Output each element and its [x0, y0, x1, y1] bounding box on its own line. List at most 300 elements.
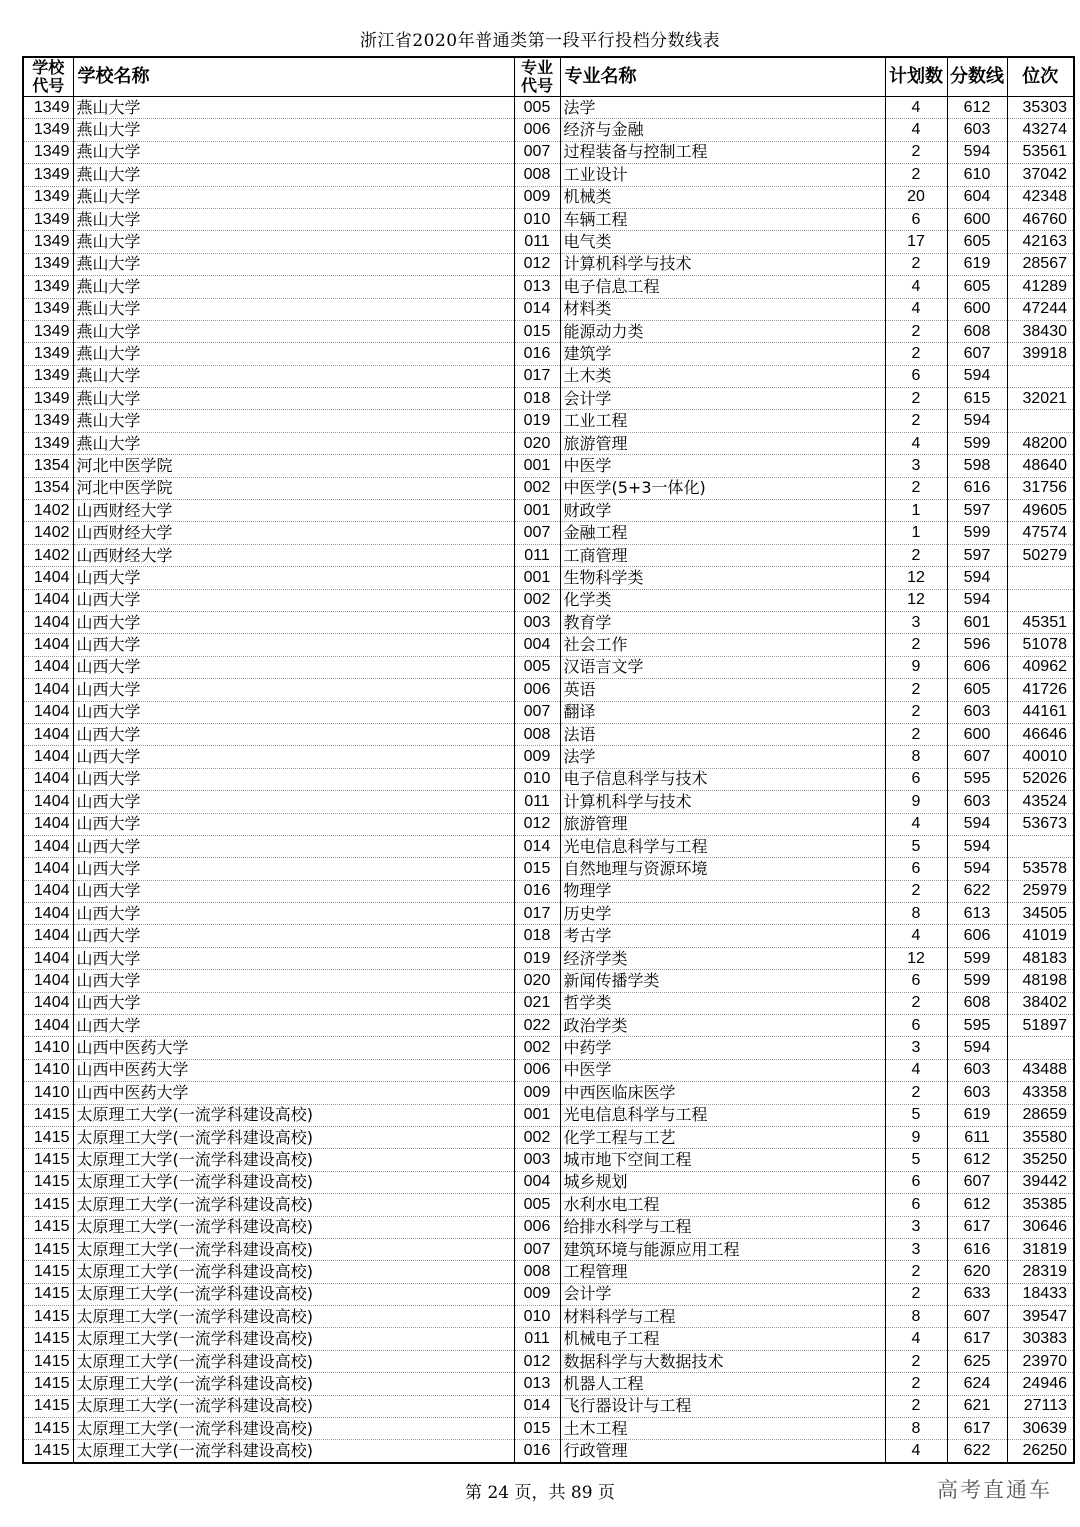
rank-cell: 38402: [1007, 992, 1074, 1014]
table-row: [23, 1059, 1074, 1081]
plan-cell: 8: [885, 1306, 947, 1328]
table-row: [23, 231, 1074, 253]
major-code-cell: 013: [514, 276, 560, 298]
major-code-cell: 016: [514, 880, 560, 902]
school-code-cell: 1349: [23, 141, 73, 163]
major-name-cell: 光电信息科学与工程: [560, 1104, 885, 1126]
major-name-cell: 电子信息工程: [560, 276, 885, 298]
plan-cell: 9: [885, 1126, 947, 1148]
rank-cell: 32021: [1007, 388, 1074, 410]
major-name-cell: 工程管理: [560, 1261, 885, 1283]
rank-cell: 43488: [1007, 1059, 1074, 1081]
score-cell: 603: [947, 119, 1007, 141]
table-row: [23, 1171, 1074, 1193]
rank-cell: 53561: [1007, 141, 1074, 163]
table-row: [23, 768, 1074, 790]
rank-cell: 31819: [1007, 1238, 1074, 1260]
score-cell: 610: [947, 164, 1007, 186]
rank-cell: 43274: [1007, 119, 1074, 141]
major-name-cell: 教育学: [560, 611, 885, 633]
major-name-cell: 城市地下空间工程: [560, 1149, 885, 1171]
school-code-cell: 1349: [23, 186, 73, 208]
score-cell: 594: [947, 567, 1007, 589]
plan-cell: 5: [885, 1104, 947, 1126]
plan-cell: 2: [885, 343, 947, 365]
major-name-cell: 电子信息科学与技术: [560, 768, 885, 790]
major-name-cell: 财政学: [560, 500, 885, 522]
score-cell: 606: [947, 656, 1007, 678]
plan-cell: 4: [885, 119, 947, 141]
school-code-cell: 1349: [23, 298, 73, 320]
table-row: [23, 477, 1074, 499]
plan-cell: 2: [885, 701, 947, 723]
plan-cell: 2: [885, 253, 947, 275]
rank-cell: [1007, 1037, 1074, 1059]
score-cell: 608: [947, 320, 1007, 342]
plan-cell: 9: [885, 791, 947, 813]
major-name-cell: 机械电子工程: [560, 1328, 885, 1350]
rank-cell: 48198: [1007, 970, 1074, 992]
score-cell: 605: [947, 231, 1007, 253]
school-name-cell: 山西财经大学: [73, 544, 514, 566]
school-name-cell: 山西大学: [73, 992, 514, 1014]
school-name-cell: 山西大学: [73, 634, 514, 656]
school-code-cell: 1415: [23, 1149, 73, 1171]
score-cell: 603: [947, 791, 1007, 813]
table-row: [23, 1216, 1074, 1238]
school-name-cell: 太原理工大学(一流学科建设高校): [73, 1104, 514, 1126]
major-code-cell: 008: [514, 723, 560, 745]
table-row: [23, 589, 1074, 611]
school-name-cell: 燕山大学: [73, 343, 514, 365]
plan-cell: 4: [885, 432, 947, 454]
school-code-cell: 1404: [23, 992, 73, 1014]
table-row: [23, 880, 1074, 902]
rank-cell: 50279: [1007, 544, 1074, 566]
score-cell: 611: [947, 1126, 1007, 1148]
table-row: [23, 1194, 1074, 1216]
plan-cell: 2: [885, 992, 947, 1014]
major-name-cell: 金融工程: [560, 522, 885, 544]
school-code-cell: 1415: [23, 1306, 73, 1328]
rank-cell: 41289: [1007, 276, 1074, 298]
score-cell: 597: [947, 500, 1007, 522]
major-name-cell: 过程装备与控制工程: [560, 141, 885, 163]
score-cell: 625: [947, 1350, 1007, 1372]
major-code-cell: 019: [514, 410, 560, 432]
rank-cell: 24946: [1007, 1373, 1074, 1395]
school-name-cell: 太原理工大学(一流学科建设高校): [73, 1328, 514, 1350]
score-cell: 607: [947, 1306, 1007, 1328]
major-code-cell: 017: [514, 903, 560, 925]
major-name-cell: 新闻传播学类: [560, 970, 885, 992]
table-row: [23, 1037, 1074, 1059]
score-cell: 612: [947, 97, 1007, 119]
table-row: [23, 947, 1074, 969]
major-name-cell: 给排水科学与工程: [560, 1216, 885, 1238]
school-name-cell: 山西大学: [73, 567, 514, 589]
school-code-cell: 1404: [23, 746, 73, 768]
major-code-cell: 018: [514, 925, 560, 947]
school-code-cell: 1415: [23, 1418, 73, 1440]
major-name-cell: 工业工程: [560, 410, 885, 432]
rank-cell: 41726: [1007, 679, 1074, 701]
rank-cell: 28319: [1007, 1261, 1074, 1283]
school-code-cell: 1349: [23, 164, 73, 186]
school-name-cell: 太原理工大学(一流学科建设高校): [73, 1238, 514, 1260]
score-cell: 612: [947, 1149, 1007, 1171]
major-code-cell: 006: [514, 1059, 560, 1081]
major-code-cell: 002: [514, 1037, 560, 1059]
major-name-cell: 建筑学: [560, 343, 885, 365]
school-name-cell: 太原理工大学(一流学科建设高校): [73, 1350, 514, 1372]
major-name-cell: 电气类: [560, 231, 885, 253]
score-cell: 617: [947, 1216, 1007, 1238]
rank-cell: 35385: [1007, 1194, 1074, 1216]
plan-cell: 3: [885, 455, 947, 477]
rank-cell: 45351: [1007, 611, 1074, 633]
header-score: 分数线: [947, 57, 1007, 97]
school-name-cell: 燕山大学: [73, 253, 514, 275]
major-code-cell: 010: [514, 768, 560, 790]
school-code-cell: 1404: [23, 701, 73, 723]
school-code-cell: 1402: [23, 500, 73, 522]
table-header-row: [23, 57, 1074, 97]
school-code-cell: 1415: [23, 1194, 73, 1216]
plan-cell: 6: [885, 1015, 947, 1037]
rank-cell: 48640: [1007, 455, 1074, 477]
major-name-cell: 汉语言文学: [560, 656, 885, 678]
school-code-cell: 1349: [23, 253, 73, 275]
plan-cell: 8: [885, 903, 947, 925]
rank-cell: 42348: [1007, 186, 1074, 208]
table-row: [23, 701, 1074, 723]
plan-cell: 8: [885, 1418, 947, 1440]
rank-cell: 47244: [1007, 298, 1074, 320]
school-code-cell: 1415: [23, 1328, 73, 1350]
major-name-cell: 法学: [560, 97, 885, 119]
score-cell: 599: [947, 947, 1007, 969]
major-name-cell: 物理学: [560, 880, 885, 902]
score-cell: 597: [947, 544, 1007, 566]
major-code-cell: 003: [514, 611, 560, 633]
page-number: 第 24 页，共 89 页: [465, 1483, 615, 1503]
school-code-cell: 1404: [23, 947, 73, 969]
major-code-cell: 007: [514, 701, 560, 723]
major-name-cell: 工商管理: [560, 544, 885, 566]
school-code-cell: 1404: [23, 567, 73, 589]
table-row: [23, 1350, 1074, 1372]
score-cell: 594: [947, 1037, 1007, 1059]
rank-cell: 25979: [1007, 880, 1074, 902]
plan-cell: 2: [885, 410, 947, 432]
school-code-cell: 1415: [23, 1261, 73, 1283]
major-name-cell: 土木类: [560, 365, 885, 387]
school-name-cell: 燕山大学: [73, 186, 514, 208]
school-code-cell: 1404: [23, 858, 73, 880]
table-row: [23, 388, 1074, 410]
school-name-cell: 山西大学: [73, 768, 514, 790]
school-code-cell: 1404: [23, 903, 73, 925]
plan-cell: 4: [885, 97, 947, 119]
rank-cell: 27113: [1007, 1395, 1074, 1417]
school-code-cell: 1404: [23, 656, 73, 678]
rank-cell: 52026: [1007, 768, 1074, 790]
rank-cell: [1007, 589, 1074, 611]
rank-cell: 41019: [1007, 925, 1074, 947]
score-cell: 606: [947, 925, 1007, 947]
rank-cell: [1007, 365, 1074, 387]
rank-cell: 39547: [1007, 1306, 1074, 1328]
school-name-cell: 燕山大学: [73, 119, 514, 141]
plan-cell: 1: [885, 500, 947, 522]
school-name-cell: 太原理工大学(一流学科建设高校): [73, 1194, 514, 1216]
plan-cell: 2: [885, 164, 947, 186]
school-name-cell: 燕山大学: [73, 432, 514, 454]
school-name-cell: 河北中医学院: [73, 455, 514, 477]
table-row: [23, 679, 1074, 701]
major-code-cell: 005: [514, 97, 560, 119]
plan-cell: 2: [885, 1373, 947, 1395]
rank-cell: 18433: [1007, 1283, 1074, 1305]
major-name-cell: 能源动力类: [560, 320, 885, 342]
school-name-cell: 燕山大学: [73, 208, 514, 230]
school-code-cell: 1404: [23, 925, 73, 947]
school-code-cell: 1349: [23, 208, 73, 230]
rank-cell: 53578: [1007, 858, 1074, 880]
major-code-cell: 005: [514, 656, 560, 678]
plan-cell: 4: [885, 1059, 947, 1081]
rank-cell: 26250: [1007, 1440, 1074, 1463]
major-code-cell: 013: [514, 1373, 560, 1395]
plan-cell: 12: [885, 947, 947, 969]
rank-cell: 35580: [1007, 1126, 1074, 1148]
school-name-cell: 太原理工大学(一流学科建设高校): [73, 1373, 514, 1395]
plan-cell: 2: [885, 1261, 947, 1283]
plan-cell: 3: [885, 1216, 947, 1238]
rank-cell: 37042: [1007, 164, 1074, 186]
school-code-cell: 1415: [23, 1283, 73, 1305]
school-code-cell: 1404: [23, 723, 73, 745]
table-row: [23, 365, 1074, 387]
score-cell: 594: [947, 813, 1007, 835]
rank-cell: 30383: [1007, 1328, 1074, 1350]
table-row: [23, 276, 1074, 298]
school-code-cell: 1415: [23, 1373, 73, 1395]
score-cell: 594: [947, 589, 1007, 611]
major-name-cell: 旅游管理: [560, 432, 885, 454]
score-cell: 607: [947, 1171, 1007, 1193]
plan-cell: 4: [885, 298, 947, 320]
score-cell: 616: [947, 477, 1007, 499]
rank-cell: 30646: [1007, 1216, 1074, 1238]
major-name-cell: 会计学: [560, 388, 885, 410]
school-name-cell: 太原理工大学(一流学科建设高校): [73, 1126, 514, 1148]
major-code-cell: 003: [514, 1149, 560, 1171]
plan-cell: 9: [885, 656, 947, 678]
rank-cell: 48183: [1007, 947, 1074, 969]
score-cell: 620: [947, 1261, 1007, 1283]
major-code-cell: 012: [514, 1350, 560, 1372]
school-code-cell: 1349: [23, 343, 73, 365]
major-code-cell: 007: [514, 522, 560, 544]
major-code-cell: 015: [514, 858, 560, 880]
major-name-cell: 车辆工程: [560, 208, 885, 230]
major-name-cell: 生物科学类: [560, 567, 885, 589]
school-code-cell: 1349: [23, 365, 73, 387]
table-body: [23, 97, 1074, 1463]
plan-cell: 6: [885, 858, 947, 880]
major-name-cell: 旅游管理: [560, 813, 885, 835]
major-code-cell: 012: [514, 813, 560, 835]
major-code-cell: 021: [514, 992, 560, 1014]
plan-cell: 4: [885, 1328, 947, 1350]
table-row: [23, 544, 1074, 566]
table-row: [23, 1328, 1074, 1350]
school-code-cell: 1402: [23, 522, 73, 544]
school-name-cell: 燕山大学: [73, 276, 514, 298]
table-row: [23, 970, 1074, 992]
header-major-code: 专业 代号: [514, 57, 560, 97]
table-row: [23, 992, 1074, 1014]
school-code-cell: 1415: [23, 1238, 73, 1260]
major-code-cell: 011: [514, 1328, 560, 1350]
major-name-cell: 经济学类: [560, 947, 885, 969]
rank-cell: 51078: [1007, 634, 1074, 656]
watermark-text: 高考直通车: [937, 1478, 1052, 1502]
rank-cell: [1007, 567, 1074, 589]
major-name-cell: 化学工程与工艺: [560, 1126, 885, 1148]
school-code-cell: 1354: [23, 455, 73, 477]
major-code-cell: 016: [514, 343, 560, 365]
table-row: [23, 522, 1074, 544]
rank-cell: 38430: [1007, 320, 1074, 342]
school-name-cell: 山西大学: [73, 791, 514, 813]
rank-cell: 42163: [1007, 231, 1074, 253]
major-code-cell: 006: [514, 1216, 560, 1238]
school-name-cell: 燕山大学: [73, 320, 514, 342]
plan-cell: 3: [885, 1037, 947, 1059]
table-row: [23, 746, 1074, 768]
table-row: [23, 656, 1074, 678]
school-code-cell: 1410: [23, 1082, 73, 1104]
school-name-cell: 山西大学: [73, 813, 514, 835]
school-code-cell: 1415: [23, 1126, 73, 1148]
school-code-cell: 1349: [23, 410, 73, 432]
major-name-cell: 数据科学与大数据技术: [560, 1350, 885, 1372]
rank-cell: [1007, 410, 1074, 432]
table-row: [23, 1082, 1074, 1104]
major-name-cell: 中医学: [560, 1059, 885, 1081]
major-code-cell: 018: [514, 388, 560, 410]
school-name-cell: 山西财经大学: [73, 522, 514, 544]
major-code-cell: 015: [514, 1418, 560, 1440]
plan-cell: 3: [885, 611, 947, 633]
school-name-cell: 山西大学: [73, 835, 514, 857]
plan-cell: 17: [885, 231, 947, 253]
score-cell: 600: [947, 723, 1007, 745]
major-name-cell: 经济与金融: [560, 119, 885, 141]
school-code-cell: 1402: [23, 544, 73, 566]
plan-cell: 6: [885, 970, 947, 992]
major-name-cell: 中药学: [560, 1037, 885, 1059]
plan-cell: 6: [885, 208, 947, 230]
score-cell: 613: [947, 903, 1007, 925]
school-code-cell: 1349: [23, 276, 73, 298]
major-name-cell: 会计学: [560, 1283, 885, 1305]
score-cell: 612: [947, 1194, 1007, 1216]
plan-cell: 4: [885, 276, 947, 298]
major-code-cell: 008: [514, 164, 560, 186]
table-row: [23, 253, 1074, 275]
school-code-cell: 1404: [23, 835, 73, 857]
school-name-cell: 太原理工大学(一流学科建设高校): [73, 1395, 514, 1417]
school-code-cell: 1349: [23, 320, 73, 342]
major-code-cell: 011: [514, 544, 560, 566]
major-name-cell: 翻译: [560, 701, 885, 723]
school-name-cell: 山西大学: [73, 925, 514, 947]
rank-cell: 43524: [1007, 791, 1074, 813]
school-code-cell: 1404: [23, 791, 73, 813]
rank-cell: 23970: [1007, 1350, 1074, 1372]
major-code-cell: 020: [514, 432, 560, 454]
score-cell: 599: [947, 432, 1007, 454]
school-name-cell: 燕山大学: [73, 388, 514, 410]
major-code-cell: 014: [514, 298, 560, 320]
school-code-cell: 1404: [23, 611, 73, 633]
school-name-cell: 燕山大学: [73, 97, 514, 119]
table-row: [23, 186, 1074, 208]
school-code-cell: 1349: [23, 388, 73, 410]
school-code-cell: 1349: [23, 231, 73, 253]
rank-cell: 40962: [1007, 656, 1074, 678]
major-name-cell: 法学: [560, 746, 885, 768]
major-name-cell: 飞行器设计与工程: [560, 1395, 885, 1417]
school-name-cell: 山西大学: [73, 701, 514, 723]
score-cell: 598: [947, 455, 1007, 477]
score-cell: 633: [947, 1283, 1007, 1305]
school-code-cell: 1415: [23, 1171, 73, 1193]
major-code-cell: 001: [514, 455, 560, 477]
school-name-cell: 河北中医学院: [73, 477, 514, 499]
school-code-cell: 1349: [23, 432, 73, 454]
major-name-cell: 哲学类: [560, 992, 885, 1014]
major-code-cell: 001: [514, 1104, 560, 1126]
score-cell: 594: [947, 835, 1007, 857]
school-name-cell: 燕山大学: [73, 365, 514, 387]
school-name-cell: 太原理工大学(一流学科建设高校): [73, 1171, 514, 1193]
table-row: [23, 455, 1074, 477]
school-name-cell: 山西大学: [73, 1015, 514, 1037]
plan-cell: 2: [885, 141, 947, 163]
score-cell: 617: [947, 1328, 1007, 1350]
plan-cell: 4: [885, 1440, 947, 1463]
header-school-name: 学校名称: [73, 57, 514, 97]
major-name-cell: 计算机科学与技术: [560, 791, 885, 813]
school-code-cell: 1404: [23, 589, 73, 611]
score-cell: 624: [947, 1373, 1007, 1395]
score-cell: 616: [947, 1238, 1007, 1260]
major-name-cell: 材料类: [560, 298, 885, 320]
table-row: [23, 1149, 1074, 1171]
rank-cell: 39442: [1007, 1171, 1074, 1193]
school-code-cell: 1404: [23, 768, 73, 790]
plan-cell: 2: [885, 1350, 947, 1372]
header-school-code: 学校 代号: [23, 57, 73, 97]
rank-cell: 28567: [1007, 253, 1074, 275]
school-code-cell: 1410: [23, 1059, 73, 1081]
header-major-name: 专业名称: [560, 57, 885, 97]
